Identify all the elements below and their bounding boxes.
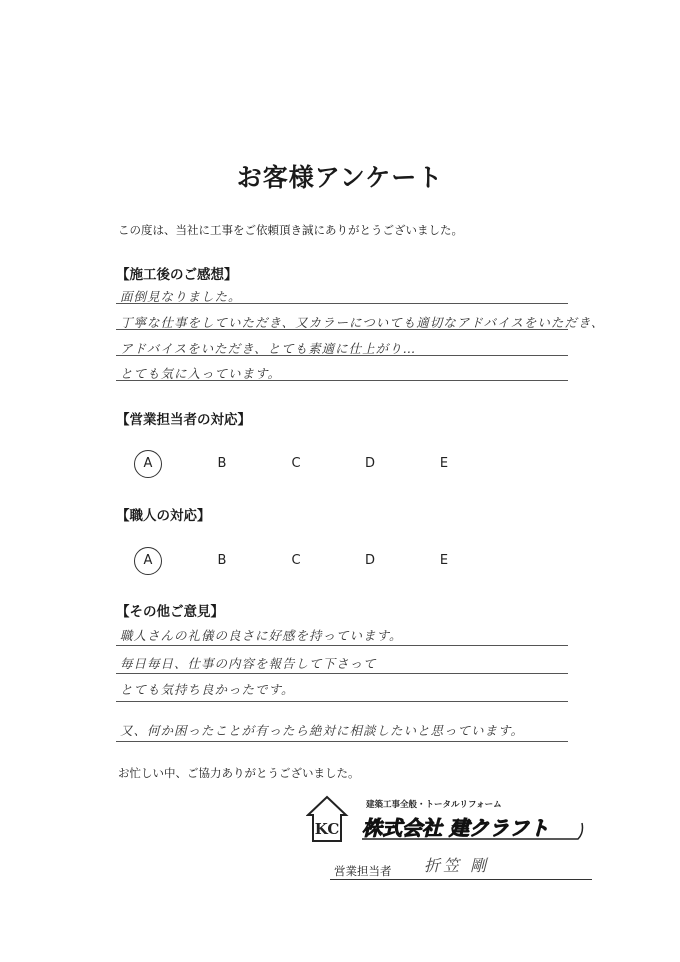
handwritten-line: 丁寧な仕事をしていただき、又カラーについても適切なアドバイスをいただき、 bbox=[120, 315, 605, 330]
handwritten-line: 職人さんの礼儀の良さに好感を持っています。 bbox=[120, 628, 403, 643]
section-heading-sales-rep: 【営業担当者の対応】 bbox=[116, 412, 251, 428]
answer-rule bbox=[116, 355, 568, 356]
rating-option-e[interactable]: E bbox=[439, 456, 449, 471]
answer-rule bbox=[116, 645, 568, 646]
answer-rule bbox=[116, 673, 568, 674]
craftsmen-rating bbox=[134, 547, 474, 577]
sales-rep-rating bbox=[134, 450, 474, 480]
handwritten-line: 毎日毎日、仕事の内容を報告して下さって bbox=[120, 656, 377, 671]
answer-rule bbox=[116, 741, 568, 742]
rating-option-e[interactable]: E bbox=[439, 553, 449, 568]
rating-option-d[interactable]: D bbox=[364, 456, 375, 471]
section-heading-craftsmen: 【職人の対応】 bbox=[116, 508, 211, 524]
rating-option-b[interactable]: B bbox=[217, 553, 227, 568]
section-heading-other-comments: 【その他ご意見】 bbox=[116, 604, 224, 620]
rating-option-c[interactable]: C bbox=[291, 456, 301, 471]
rating-option-a[interactable]: A bbox=[134, 450, 162, 478]
signature-line bbox=[330, 879, 592, 880]
rating-option-b[interactable]: B bbox=[217, 456, 227, 471]
rating-option-a[interactable]: A bbox=[134, 547, 162, 575]
rating-option-c[interactable]: C bbox=[291, 553, 301, 568]
answer-rule bbox=[116, 329, 568, 330]
handwritten-line: とても気持ち良かったです。 bbox=[120, 682, 295, 697]
logo-tagline: 建築工事全般・トータルリフォーム bbox=[366, 800, 502, 810]
company-logo bbox=[306, 793, 588, 845]
section-heading-impressions: 【施工後のご感想】 bbox=[116, 267, 238, 283]
thank-you-text: お忙しい中、ご協力ありがとうございました。 bbox=[118, 766, 360, 780]
rating-option-d[interactable]: D bbox=[364, 553, 375, 568]
page-title: お客様アンケート bbox=[236, 163, 444, 192]
intro-text: この度は、当社に工事をご依頼頂き誠にありがとうございました。 bbox=[118, 223, 463, 237]
handwritten-line: 面倒見なりました。 bbox=[120, 289, 242, 304]
handwritten-line: とても気に入っています。 bbox=[120, 366, 282, 381]
answer-rule bbox=[116, 701, 568, 702]
sales-rep-signature: 折笠 剛 bbox=[424, 856, 490, 875]
logo-company-name: 株式会社 建クラフト bbox=[362, 816, 549, 840]
answer-rule bbox=[116, 380, 568, 381]
answer-rule bbox=[116, 303, 568, 304]
logo-mark: KC bbox=[314, 820, 340, 838]
handwritten-line: 又、何か困ったことが有ったら絶対に相談したいと思っています。 bbox=[120, 723, 525, 738]
sales-rep-label: 営業担当者 bbox=[334, 864, 392, 878]
house-logo-icon bbox=[308, 797, 346, 841]
handwritten-line: アドバイスをいただき、とても素適に仕上がり… bbox=[120, 341, 417, 356]
